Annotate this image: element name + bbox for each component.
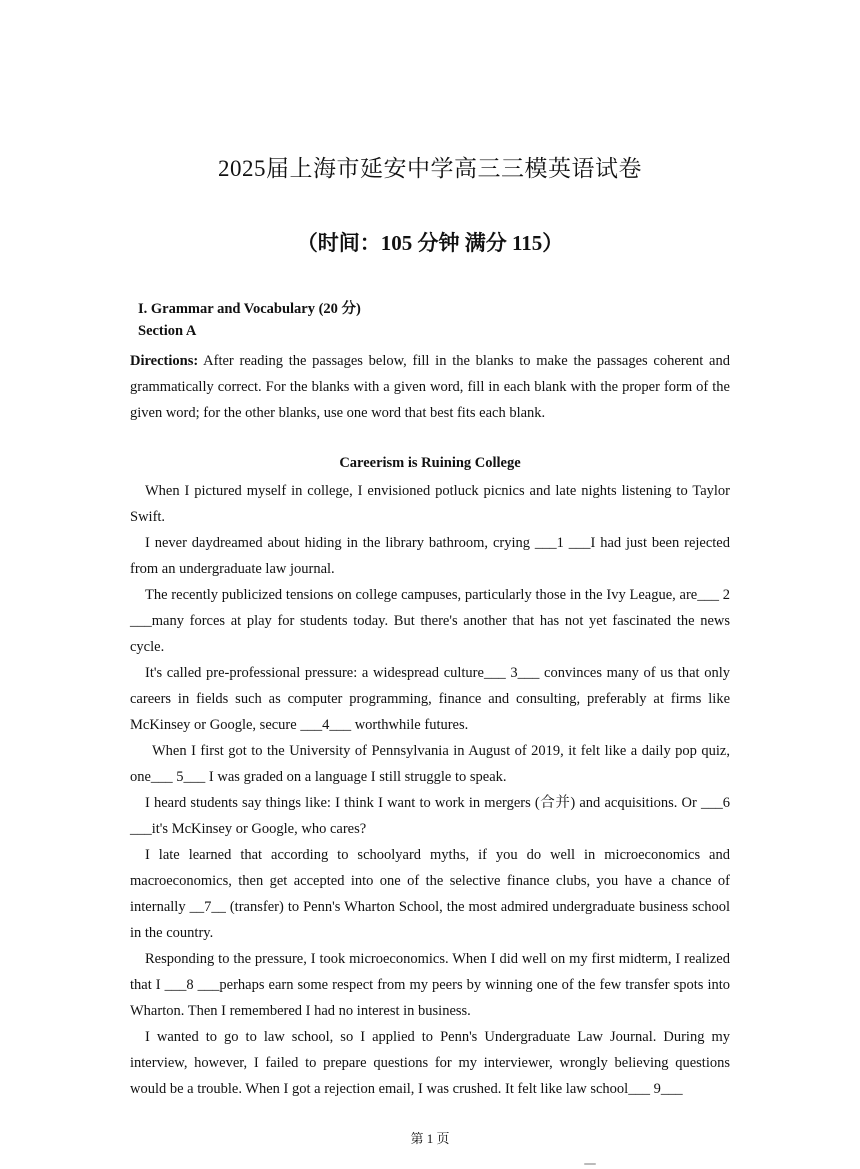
passage-title: Careerism is Ruining College — [339, 455, 521, 471]
section-heading: I. Grammar and Vocabulary (20 分) — [138, 301, 361, 317]
page-title: 2025届上海市延安中学高三三模英语试卷 — [218, 156, 642, 181]
scroll-indicator — [584, 1163, 596, 1165]
paragraph: Responding to the pressure, I took microeconomics. When I did well on my first midterm, I realized that I ___8 ___perhaps earn some respect from my peers by winning one of the few transfer spots into Wharton. Then I remembered I had no interest in business. — [130, 951, 730, 1019]
directions-label: Directions: — [130, 353, 199, 369]
paragraph: I never daydreamed about hiding in the library bathroom, crying ___1 ___I had just been rejected from an undergraduate law journal. — [130, 535, 730, 577]
passage-body — [130, 478, 730, 1102]
directions-text: After reading the passages below, fill in the blanks to make the passages coherent and grammatically correct. For the blanks with a given word, fill in each blank with the proper form of the given word; for the other blanks, use one word that best fits each blank. — [130, 353, 730, 421]
section-subheading: Section A — [138, 323, 197, 339]
paragraph: I heard students say things like: I think I want to work in mergers (合并) and acquisitions. Or ___6 ___it's McKinsey or Google, who cares? — [130, 795, 730, 837]
paragraph: When I first got to the University of Pennsylvania in August of 2019, it felt like a daily pop quiz, one___ 5___ I was graded on a language I still struggle to speak. — [130, 743, 730, 785]
directions — [130, 348, 730, 426]
exam-info: （时间：105 分钟 满分 115） — [296, 231, 564, 255]
paragraph: It's called pre-professional pressure: a widespread culture___ 3___ convinces many of us that only careers in fields such as computer programming, finance and consulting, preferably at firms like McKinsey or Google, secure ___4___ worthwhile futures. — [130, 665, 730, 733]
paragraph: I late learned that according to schoolyard myths, if you do well in microeconomics and macroeconomics, then get accepted into one of the selective finance clubs, you have a chance of internally __7__ (transfer) to Penn's Wharton School, the most admired undergraduate business school in the country. — [130, 847, 730, 941]
paragraph: When I pictured myself in college, I envisioned potluck picnics and late nights listening to Taylor Swift. — [130, 483, 730, 525]
paragraph: The recently publicized tensions on college campuses, particularly those in the Ivy League, are___ 2 ___many forces at play for students today. But there's another that has not yet fascinated the news cycle. — [130, 587, 730, 655]
paragraph: I wanted to go to law school, so I applied to Penn's Undergraduate Law Journal. During my interview, however, I failed to prepare questions for my interviewer, wrongly believing questions would be a trouble. When I got a rejection email, I was crushed. It felt like law school___ 9___ — [130, 1029, 730, 1097]
page-number: 第 1 页 — [410, 1131, 450, 1146]
